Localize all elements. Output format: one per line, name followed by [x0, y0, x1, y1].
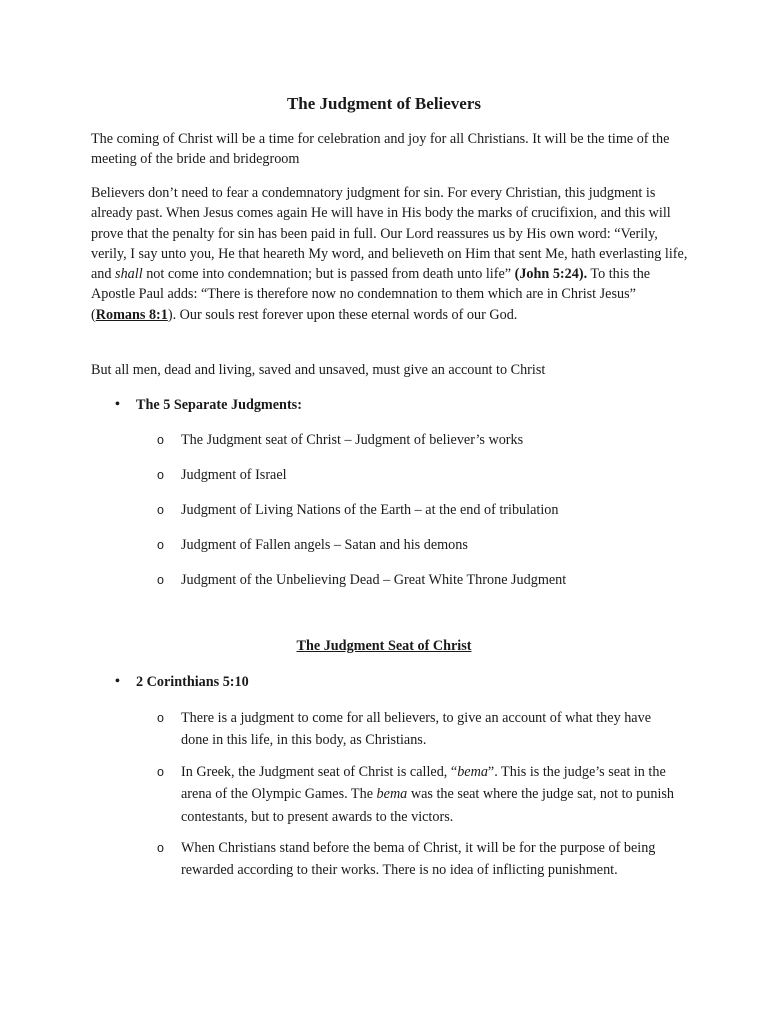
list-item-text: Judgment of the Unbelieving Dead – Great White Throne Judgment [181, 572, 567, 588]
list-item [157, 464, 677, 486]
believers-text-4: ). Our souls rest forever upon these eternal words of our God. [167, 306, 518, 323]
list-item [157, 429, 677, 451]
believers-text-3: To this the Apostle Paul adds: “There is therefore now no condemnation to them which are in Christ Jesus” ( [91, 266, 651, 323]
bema-text-2: ”. This is the judge’s seat in the arena of the Olympic Games. The [181, 764, 666, 803]
list-item-text: There is a judgment to come for all believers, to give an account of what they have done in this life, in this body, as Christians. [181, 710, 651, 749]
list-item [157, 761, 677, 828]
bema-term: bema [376, 786, 408, 803]
account-paragraph: But all men, dead and living, saved and unsaved, must give an account to Christ [91, 362, 546, 378]
scripture-ref-john: (John 5:24). [514, 266, 588, 283]
circle-bullet-icon: o [157, 503, 164, 517]
list-item-text [181, 761, 677, 828]
bema-text-1: In Greek, the Judgment seat of Christ is called, “ [181, 764, 458, 780]
circle-bullet-icon: o [157, 711, 164, 725]
bema-term: bema [457, 764, 488, 780]
believers-text-1: Believers don’t need to fear a condemnatory judgment for sin. For every Christian, this judgment is already past. When Jesus comes again He will have in His body the marks of crucifixion, and this will prove that the penalty for sin has been paid in full. Our Lord reassures us by His own word: “Verily, verily, I say unto you, He that heareth My word, and believeth on Him that sent Me, hath everlasting life, and [91, 185, 688, 283]
circle-bullet-icon: o [157, 765, 164, 779]
document-title: The Judgment of Believers [286, 94, 482, 113]
bullet-dot-icon: • [115, 397, 120, 412]
circle-bullet-icon: o [157, 573, 164, 587]
list-item-text: The Judgment seat of Christ – Judgment of believer’s works [181, 432, 524, 448]
intro-paragraph: The coming of Christ will be a time for celebration and joy for all Christians. It will be the time of the meeting of the bride and bridegroom [91, 131, 670, 168]
bullet-label: The 5 Separate Judgments: [136, 397, 302, 413]
list-item [157, 707, 677, 752]
list-item-text: Judgment of Israel [181, 467, 287, 483]
believers-text-2: not come into condemnation; but is passed from death unto life” [142, 266, 515, 283]
list-item [157, 569, 677, 591]
section-heading: The Judgment Seat of Christ [296, 638, 472, 654]
circle-bullet-icon: o [157, 468, 164, 482]
list-item [157, 499, 677, 521]
believers-paragraph [91, 183, 691, 325]
list-item-text: When Christians stand before the bema of Christ, it will be for the purpose of being rewarded according to their works. There is no idea of inflicting punishment. [181, 840, 656, 879]
bema-text-3: was the seat where the judge sat, not to punish contestants, but to present awards to the victors. [181, 786, 675, 825]
circle-bullet-icon: o [157, 538, 164, 552]
bullet-label: 2 Corinthians 5:10 [136, 674, 249, 690]
list-item [157, 837, 677, 882]
emphasis-shall: shall [115, 266, 143, 283]
list-item-text: Judgment of Living Nations of the Earth – at the end of tribulation [181, 502, 559, 518]
circle-bullet-icon: o [157, 841, 164, 855]
list-item [157, 534, 677, 556]
list-item-text: Judgment of Fallen angels – Satan and his demons [181, 537, 468, 553]
bullet-dot-icon: • [115, 674, 120, 689]
circle-bullet-icon: o [157, 433, 164, 447]
scripture-ref-romans: Romans 8:1 [95, 306, 168, 323]
